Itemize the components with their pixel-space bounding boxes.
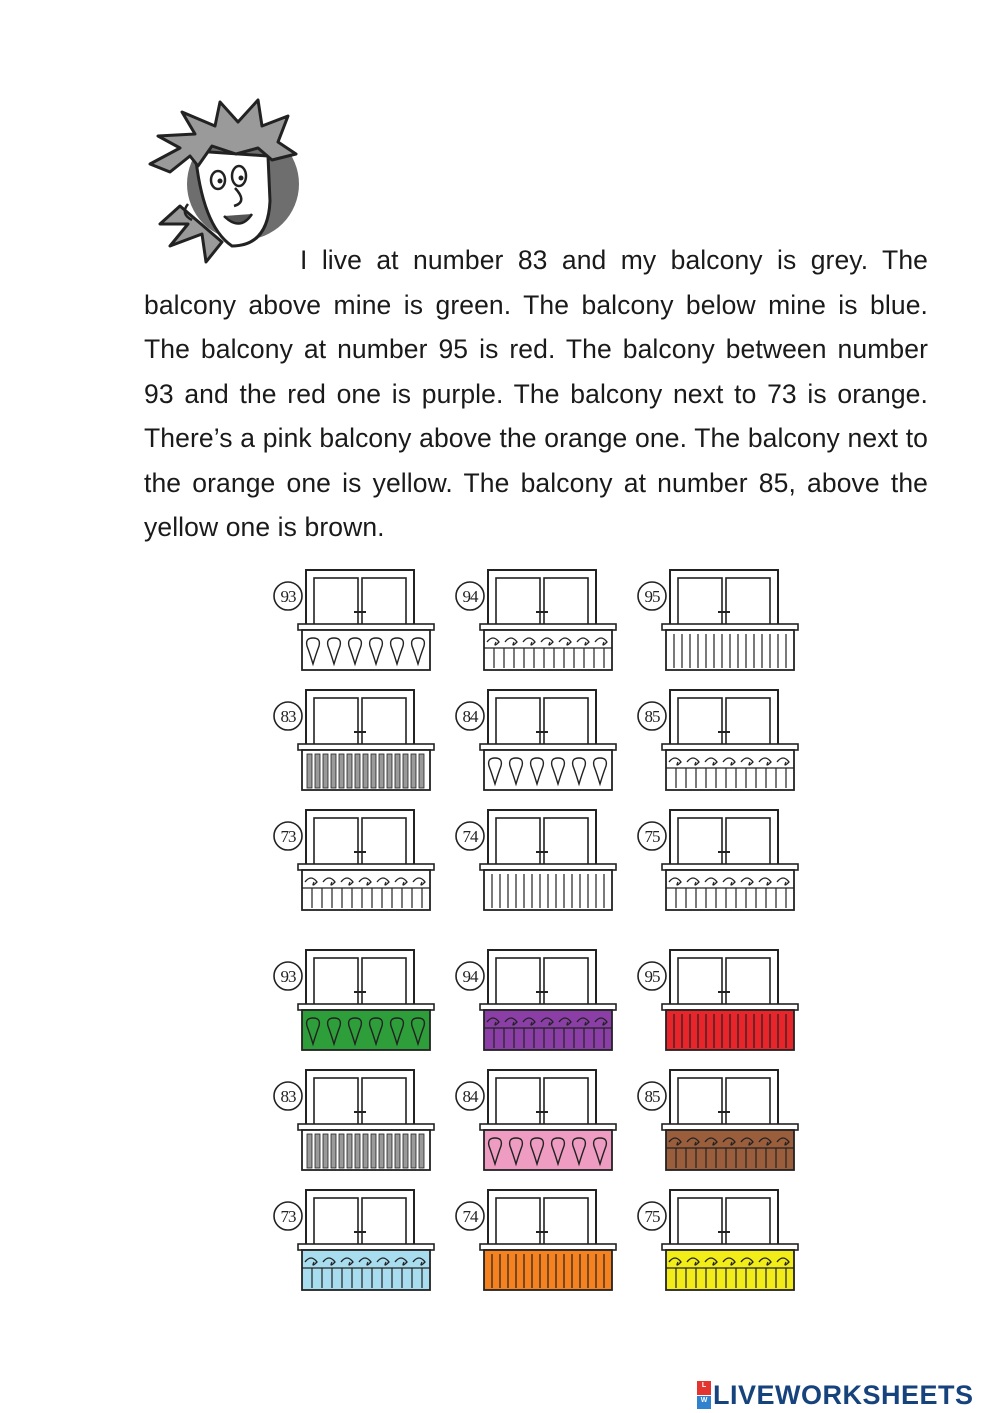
railing-bar [355, 1134, 360, 1168]
window-frame [670, 810, 778, 872]
balcony-ledge [480, 744, 616, 750]
window-frame [670, 1190, 778, 1252]
logo-letter-l: L [697, 1381, 711, 1395]
railing-bar [315, 754, 320, 788]
house-number-label: 74 [462, 827, 478, 846]
balcony-75 [638, 1190, 798, 1290]
house-number-label: 83 [280, 707, 296, 726]
balcony-ledge [298, 1004, 434, 1010]
house-number-label: 93 [280, 587, 296, 606]
balcony-ledge [662, 1124, 798, 1130]
balcony-75 [638, 810, 798, 910]
balcony-ledge [662, 1004, 798, 1010]
house-number-label: 73 [280, 827, 296, 846]
balcony-railing [302, 1010, 430, 1050]
puzzle-passage [144, 238, 928, 550]
balcony-ledge [480, 1124, 616, 1130]
balcony-85 [638, 1070, 798, 1170]
railing-bar [371, 1134, 376, 1168]
railing-bar [379, 754, 384, 788]
window-frame [670, 690, 778, 752]
window-frame [670, 1070, 778, 1132]
balcony-ledge [298, 744, 434, 750]
balcony-railing [666, 750, 794, 790]
balcony-ledge [298, 1244, 434, 1250]
balcony-93 [274, 570, 434, 670]
railing-bar [403, 1134, 408, 1168]
balcony-73 [274, 1190, 434, 1290]
balcony-74 [456, 1190, 616, 1290]
railing-bar [371, 754, 376, 788]
house-number-label: 85 [644, 707, 660, 726]
balcony-ledge [480, 624, 616, 630]
window-frame [488, 1190, 596, 1252]
railing-bar [355, 754, 360, 788]
railing-bar [347, 1134, 352, 1168]
logo-letter-w: W [697, 1396, 711, 1410]
house-number-label: 75 [644, 827, 660, 846]
window-frame [488, 570, 596, 632]
balcony-ledge [480, 864, 616, 870]
railing-bar [419, 1134, 424, 1168]
window-frame [670, 570, 778, 632]
balcony-railing [484, 630, 612, 670]
brand-name: LIVEWORKSHEETS [713, 1379, 974, 1410]
railing-bar [307, 754, 312, 788]
railing-bar [307, 1134, 312, 1168]
railing-bar [387, 754, 392, 788]
house-number-label: 84 [462, 1087, 478, 1106]
balcony-ledge [298, 864, 434, 870]
house-number-label: 84 [462, 707, 478, 726]
house-number-label: 83 [280, 1087, 296, 1106]
balcony-94 [456, 570, 616, 670]
passage-text: I live at number 83 and my balcony is grey. The balcony above mine is green. The balcony below mine is blue. The balcony at number 95 is red. The balcony between number 93 and the red one is purple. The balcony next to 73 is orange. There’s a pink balcony above the orange one. The balcony next to the orange one is yellow. The balcony at number 85, above the yellow one is brown. [144, 245, 928, 542]
railing-bar [331, 1134, 336, 1168]
window-frame [488, 810, 596, 872]
balcony-railing [302, 630, 430, 670]
balcony-74 [456, 810, 616, 910]
house-number-label: 95 [644, 967, 660, 986]
window-frame [306, 1070, 414, 1132]
window-frame [670, 950, 778, 1012]
railing-bar [387, 1134, 392, 1168]
balcony-84 [456, 1070, 616, 1170]
balcony-railing [302, 1250, 430, 1290]
balcony-railing [302, 870, 430, 910]
window-frame [306, 570, 414, 632]
balcony-ledge [662, 1244, 798, 1250]
liveworksheets-logo[interactable] [697, 1380, 974, 1410]
liveworksheets-logo-mark [697, 1381, 711, 1409]
house-number-label: 85 [644, 1087, 660, 1106]
balcony-93 [274, 950, 434, 1050]
balcony-73 [274, 810, 434, 910]
balcony-83 [274, 1070, 434, 1170]
railing-bar [339, 1134, 344, 1168]
house-number-label: 75 [644, 1207, 660, 1226]
railing-bar [403, 754, 408, 788]
window-frame [306, 950, 414, 1012]
balcony-94 [456, 950, 616, 1050]
window-frame [306, 1190, 414, 1252]
balcony-95 [638, 570, 798, 670]
railing-bar [347, 754, 352, 788]
balcony-railing [666, 870, 794, 910]
house-number-label: 93 [280, 967, 296, 986]
balcony-83 [274, 690, 434, 790]
balcony-85 [638, 690, 798, 790]
railing-bar [419, 754, 424, 788]
house-number-label: 74 [462, 1207, 478, 1226]
house-number-label: 73 [280, 1207, 296, 1226]
railing-bar [363, 754, 368, 788]
balcony-railing [666, 1130, 794, 1170]
railing-bar [395, 754, 400, 788]
balcony-95 [638, 950, 798, 1050]
railing-bar [411, 1134, 416, 1168]
balcony-ledge [298, 624, 434, 630]
balcony-ledge [298, 1124, 434, 1130]
house-number-label: 95 [644, 587, 660, 606]
balcony-ledge [662, 744, 798, 750]
balcony-railing [484, 1010, 612, 1050]
balcony-ledge [662, 624, 798, 630]
railing-bar [323, 754, 328, 788]
balcony-railing [484, 750, 612, 790]
railing-bar [411, 754, 416, 788]
balcony-84 [456, 690, 616, 790]
house-number-label: 94 [462, 967, 478, 986]
balcony-ledge [662, 864, 798, 870]
balcony-railing [484, 1130, 612, 1170]
balcony-ledge [480, 1244, 616, 1250]
railing-bar [331, 754, 336, 788]
window-frame [488, 1070, 596, 1132]
window-frame [488, 690, 596, 752]
house-number-label: 94 [462, 587, 478, 606]
window-frame [306, 690, 414, 752]
railing-bar [395, 1134, 400, 1168]
railing-bar [315, 1134, 320, 1168]
railing-bar [363, 1134, 368, 1168]
railing-bar [379, 1134, 384, 1168]
window-frame [306, 810, 414, 872]
window-frame [488, 950, 596, 1012]
balcony-grid-coloured [262, 940, 822, 1305]
balcony-railing [666, 1250, 794, 1290]
railing-bar [323, 1134, 328, 1168]
balcony-grid-uncoloured [262, 560, 822, 925]
railing-bar [339, 754, 344, 788]
balcony-ledge [480, 1004, 616, 1010]
